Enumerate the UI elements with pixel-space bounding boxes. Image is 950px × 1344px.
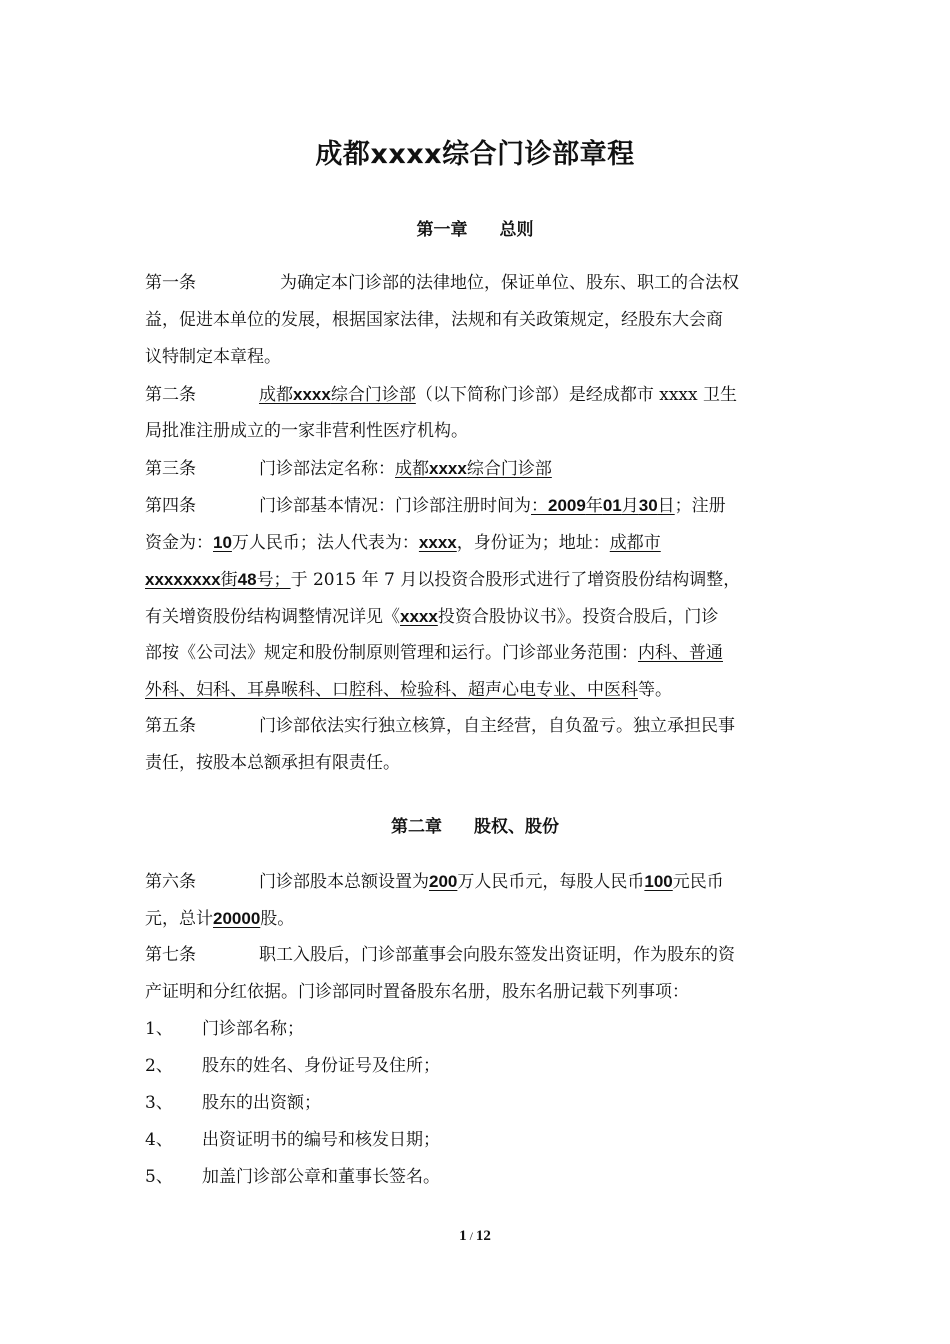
article-5 bbox=[145, 708, 797, 782]
legal-representative: xxxx bbox=[418, 533, 457, 552]
clinic-legal-name: 成都xxxx综合门诊部 bbox=[395, 459, 552, 479]
registered-capital: 10 bbox=[213, 533, 232, 552]
article-3 bbox=[145, 450, 797, 487]
article-text: 产证明和分红依据。门诊部同时置备股东名册，股东名册记载下列事项： bbox=[145, 982, 689, 1002]
article-text: 局批准注册成立的一家非营利性医疗机构。 bbox=[145, 421, 468, 441]
chapter-2-heading bbox=[0, 812, 950, 837]
article-4: 第四条 门诊部基本情况：门诊部注册时间为：2009年01月30日；注册 资金为：10万人民币；法人代表为：xxxx，身份证为；地址：成都市 xxxxxxxx街48号；于 2015 年 7 月以投资合股形式进行了增资股份结构调整， 有关增资股份结构调整情况详见《xxxx投资合股协议书》。投资合股后，门诊 部按《公司法》规定和股份制原则管理和运行。门诊部业务范围：内科、普通 外科、妇科、耳鼻喉科、口腔科、检验科、超声心电专业、中医科等。 bbox=[145, 487, 797, 709]
list-item: 3、 股东的出资额； bbox=[145, 1093, 321, 1113]
registration-date: ：2009年01月30日 bbox=[531, 496, 675, 516]
article-text: 益，促进本单位的发展，根据国家法律，法规和有关政策规定，经股东大会商 bbox=[145, 310, 723, 330]
article-label: 第五条 bbox=[145, 716, 196, 736]
document-title: 成都xxxx综合门诊部章程 bbox=[315, 139, 635, 170]
chapter-number: 第一章 bbox=[416, 220, 468, 240]
article-text: （以下简称门诊部）是经成都市 xxxx 卫生 bbox=[415, 385, 737, 405]
share-count: 20000 bbox=[213, 909, 261, 928]
article-text: 门诊部依法实行独立核算，自主经营，自负盈亏。独立承担民事 bbox=[259, 716, 735, 736]
article-7 bbox=[145, 937, 797, 1196]
article-text: 职工入股后，门诊部董事会向股东签发出资证明，作为股东的资 bbox=[259, 945, 735, 965]
page-number: 1 / 12 bbox=[459, 1228, 491, 1244]
list-item: 4、 出资证明书的编号和核发日期； bbox=[145, 1130, 440, 1150]
chapter-name: 总则 bbox=[499, 220, 534, 240]
article-1 bbox=[145, 265, 797, 376]
article-label: 第一条 bbox=[145, 273, 196, 293]
article-label: 第七条 bbox=[145, 945, 196, 965]
business-scope: 外科、妇科、耳鼻喉科、口腔科、检验科、超声心电专业、中医科 bbox=[145, 680, 638, 700]
chapter-1-heading bbox=[0, 215, 950, 240]
article-text: 议特制定本章程。 bbox=[145, 347, 281, 367]
address: 成都市 bbox=[609, 533, 661, 553]
article-text: 责任，按股本总额承担有限责任。 bbox=[145, 753, 400, 773]
business-scope: 内科、普通 bbox=[638, 643, 723, 663]
clinic-name: 成都xxxx综合门诊部 bbox=[259, 385, 416, 405]
article-label: 第三条 bbox=[145, 459, 196, 479]
article-label: 第六条 bbox=[145, 872, 196, 892]
agreement-name: xxxx bbox=[400, 607, 438, 626]
chapter-number: 第二章 bbox=[391, 817, 442, 837]
article-text: 为确定本门诊部的法律地位，保证单位、股东、职工的合法权 bbox=[280, 273, 739, 293]
article-2 bbox=[145, 376, 797, 450]
chapter-name: 股权、股份 bbox=[474, 817, 559, 837]
article-text: 门诊部法定名称： bbox=[259, 459, 395, 479]
article-label: 第二条 bbox=[145, 385, 196, 405]
article-label: 第四条 bbox=[145, 496, 196, 516]
address-street: xxxxxxxx街48号； bbox=[145, 570, 291, 590]
price-per-share: 100 bbox=[644, 872, 673, 891]
list-item: 2、 股东的姓名、身份证号及住所； bbox=[145, 1056, 440, 1076]
list-item: 5、 加盖门诊部公章和董事长签名。 bbox=[145, 1167, 440, 1187]
article-6: 第六条 门诊部股本总额设置为200万人民币元，每股人民币100元民币 元，总计20000股。 bbox=[145, 863, 797, 937]
total-capital: 200 bbox=[429, 872, 458, 891]
list-item: 1、 门诊部名称； bbox=[145, 1019, 304, 1039]
